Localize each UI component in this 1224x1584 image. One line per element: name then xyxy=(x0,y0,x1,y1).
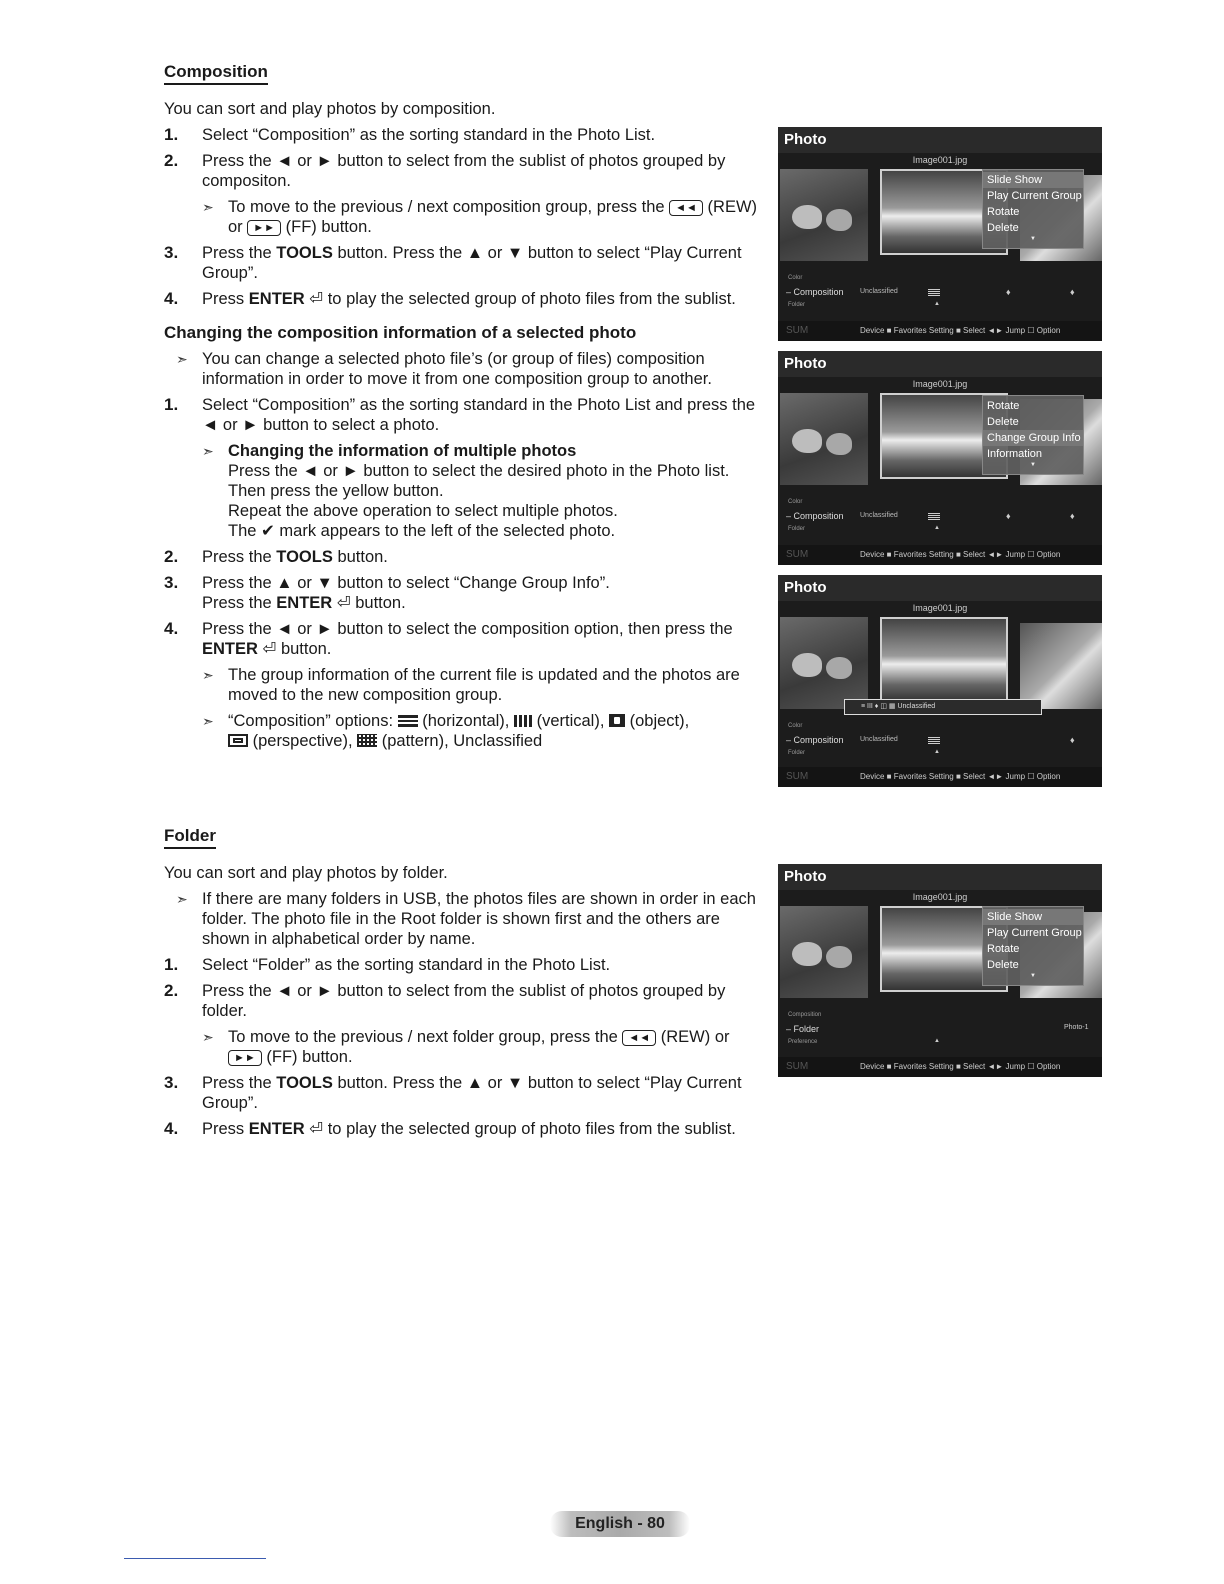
note-text: “Composition” options: xyxy=(228,712,394,730)
step-text: Press the ◄ or ► button to select from the sublist of photos grouped by folder. xyxy=(202,982,726,1020)
rew-button-icon: ◄◄ xyxy=(669,200,703,216)
folder-note xyxy=(176,889,764,949)
horizontal-icon xyxy=(398,715,418,727)
step-text: Press the ◄ or ► button to select from the sublist of photos grouped by compositon. xyxy=(202,152,726,190)
screen-title: Photo xyxy=(778,351,1102,377)
tools-keyword: TOOLS xyxy=(276,548,333,566)
step-number: 3. xyxy=(164,243,179,262)
note-arrow-icon: ➣ xyxy=(202,713,214,729)
sort-option-prev[interactable]: Color xyxy=(788,275,803,281)
vertical-icon xyxy=(514,715,532,727)
composition-section xyxy=(164,62,764,751)
group-label: Unclassified xyxy=(860,736,898,743)
screen-title: Photo xyxy=(778,127,1102,153)
step-number: 4. xyxy=(164,1119,179,1138)
photo-thumbnail[interactable] xyxy=(780,906,868,998)
sort-option-next[interactable]: Preference xyxy=(788,1039,818,1045)
note-text: To move to the previous / next composition group, press the xyxy=(228,198,665,216)
change-info-note xyxy=(176,349,764,389)
sort-option-next[interactable]: Folder xyxy=(788,750,806,756)
folder-section xyxy=(164,826,764,1139)
step-text: Press the xyxy=(202,548,272,566)
horizontal-icon xyxy=(928,289,940,296)
step-number: 1. xyxy=(164,395,179,414)
composition-step-2 xyxy=(164,151,764,191)
footer-hints: Device ■ Favorites Setting ■ Select ◄► Jump ☐ Option xyxy=(860,772,1061,781)
note-text: (REW) or xyxy=(660,1028,730,1046)
enter-keyword: ENTER xyxy=(248,290,305,308)
step-text: Press the ◄ or ► button to select the composition option, then press the xyxy=(202,620,733,638)
folder-note-rew-ff xyxy=(202,1027,764,1067)
step-text: button. xyxy=(280,640,332,658)
menu-item-information[interactable]: Information xyxy=(987,448,1043,460)
menu-item-change-group-info[interactable]: Change Group Info xyxy=(983,430,1083,446)
menu-item-play-current-group[interactable]: Play Current Group xyxy=(987,190,1082,202)
sort-panel xyxy=(778,1010,1102,1054)
object-icon: ♦ xyxy=(1006,287,1011,297)
menu-item-slide-show[interactable]: Slide Show xyxy=(983,909,1083,925)
sort-panel xyxy=(778,721,1102,765)
change-info-step-3 xyxy=(164,573,764,613)
change-info-step-2 xyxy=(164,547,764,567)
enter-keyword: ENTER xyxy=(202,640,258,658)
photo-thumbnail[interactable] xyxy=(780,393,868,485)
screen-footer xyxy=(778,321,1102,341)
note-text: The ✔ mark appears to the left of the selected photo. xyxy=(228,522,616,540)
object-icon: ♦ xyxy=(1006,511,1011,521)
page-number-badge: English - 80 xyxy=(550,1511,690,1537)
multi-heading: Changing the information of multiple photos xyxy=(228,442,577,460)
menu-item-rotate[interactable]: Rotate xyxy=(987,943,1020,955)
step-number: 1. xyxy=(164,955,179,974)
chevron-down-icon: ▼ xyxy=(1030,236,1036,242)
enter-icon: ⏎ xyxy=(309,290,324,308)
photo-thumbnail[interactable] xyxy=(780,169,868,261)
position-marker-icon: ▲ xyxy=(934,525,940,531)
composition-note-rew-ff xyxy=(202,197,764,237)
tools-menu xyxy=(982,169,1084,249)
pattern-icon xyxy=(357,734,377,747)
menu-item-rotate[interactable]: Rotate xyxy=(987,400,1020,412)
sum-logo: SUM xyxy=(786,1061,809,1072)
step-text: button. Press the ▲ or ▼ button to select “Play Current Group”. xyxy=(202,1074,742,1112)
sort-panel xyxy=(778,497,1102,541)
menu-item-slide-show[interactable]: Slide Show xyxy=(983,172,1083,188)
step-text: button. xyxy=(355,594,406,612)
photo-thumbnail[interactable] xyxy=(1020,623,1102,709)
step-text: button. Press the ▲ or ▼ button to select “Play Current Group”. xyxy=(202,244,742,282)
note-text: (FF) button. xyxy=(266,1048,353,1066)
horizontal-icon xyxy=(928,513,940,520)
step-number: 4. xyxy=(164,619,179,638)
step-text: Press the ▲ or ▼ button to select “Change Group Info”. xyxy=(202,574,610,592)
composition-step-1 xyxy=(164,125,764,145)
composition-option-bar[interactable]: ≡ III ♦ ◫ ▦ Unclassified xyxy=(844,699,1042,715)
chevron-down-icon: ▼ xyxy=(1030,973,1036,979)
tools-menu xyxy=(982,395,1084,475)
screen-title: Photo xyxy=(778,575,1102,601)
footnote-divider xyxy=(124,1558,266,1559)
rew-button-icon: ◄◄ xyxy=(622,1030,656,1046)
note-text: You can change a selected photo file’s (or group of files) composition information in order to move it from one composition group to another. xyxy=(202,350,712,388)
enter-keyword: ENTER xyxy=(248,1120,305,1138)
sort-panel xyxy=(778,273,1102,317)
footer-hints: Device ■ Favorites Setting ■ Select ◄► Jump ☐ Option xyxy=(860,550,1061,559)
screen-filename: Image001.jpg xyxy=(912,379,968,389)
folder-step-2 xyxy=(164,981,764,1021)
multiple-photos-note xyxy=(202,441,764,541)
footer-hints: Device ■ Favorites Setting ■ Select ◄► Jump ☐ Option xyxy=(860,1062,1061,1071)
note-arrow-icon: ➣ xyxy=(176,351,188,367)
sort-option-current[interactable]: – Folder xyxy=(786,1024,820,1034)
screen-filename: Image001.jpg xyxy=(912,892,968,902)
screen-footer xyxy=(778,1057,1102,1077)
note-arrow-icon: ➣ xyxy=(176,891,188,907)
step-text: Press xyxy=(202,290,245,308)
folder-intro: You can sort and play photos by folder. xyxy=(164,864,448,882)
sort-option-current[interactable]: – Composition xyxy=(786,511,844,521)
folder-step-3 xyxy=(164,1073,764,1113)
note-text: (pattern), Unclassified xyxy=(381,732,543,750)
note-arrow-icon: ➣ xyxy=(202,199,214,215)
enter-icon: ⏎ xyxy=(262,640,277,658)
photo-screen-group-select xyxy=(778,575,1102,787)
sort-option-prev[interactable]: Color xyxy=(788,723,803,729)
horizontal-icon xyxy=(928,737,940,744)
sort-option-current[interactable]: – Composition xyxy=(786,735,844,745)
note-arrow-icon: ➣ xyxy=(202,1029,214,1045)
object-icon: ♦ xyxy=(1070,511,1075,521)
folder-group-label: Photo-1 xyxy=(1064,1024,1089,1031)
note-text: (perspective), xyxy=(252,732,353,750)
screen-filename: Image001.jpg xyxy=(912,603,968,613)
note-text: Repeat the above operation to select multiple photos. xyxy=(228,502,618,520)
composition-options-note xyxy=(202,711,764,751)
sort-option-prev[interactable]: Color xyxy=(788,499,803,505)
perspective-icon xyxy=(228,734,248,747)
ff-button-icon: ►► xyxy=(247,220,281,236)
photo-thumbnail[interactable] xyxy=(780,617,868,709)
tools-menu xyxy=(982,906,1084,986)
screen-footer xyxy=(778,767,1102,787)
note-text: (horizontal), xyxy=(422,712,510,730)
step-number: 3. xyxy=(164,573,179,592)
menu-item-delete[interactable]: Delete xyxy=(987,959,1019,971)
sum-logo: SUM xyxy=(786,549,809,560)
step-number: 2. xyxy=(164,151,179,170)
thumbnail-strip xyxy=(778,615,1102,711)
object-icon: ♦ xyxy=(1070,735,1075,745)
step-text: Press the xyxy=(202,1074,272,1092)
sort-option-next[interactable]: Folder xyxy=(788,302,806,308)
group-label: Unclassified xyxy=(860,288,898,295)
step-number: 3. xyxy=(164,1073,179,1092)
note-text: (FF) button. xyxy=(285,218,372,236)
change-info-heading: Changing the composition information of a selected photo xyxy=(164,323,637,342)
folder-heading: Folder xyxy=(164,826,216,849)
folder-step-1 xyxy=(164,955,764,975)
folder-step-4 xyxy=(164,1119,764,1139)
step-number: 2. xyxy=(164,981,179,1000)
menu-item-delete[interactable]: Delete xyxy=(987,416,1019,428)
step-text: Select “Folder” as the sorting standard in the Photo List. xyxy=(202,956,611,974)
note-text: Press the ◄ or ► button to select the desired photo in the Photo list. xyxy=(228,462,730,480)
sort-option-current[interactable]: – Composition xyxy=(786,287,844,297)
sort-option-next[interactable]: Folder xyxy=(788,526,806,532)
step-text: button. xyxy=(337,548,388,566)
photo-screen-play-group xyxy=(778,127,1102,341)
step-text: to play the selected group of photo files from the sublist. xyxy=(327,1120,736,1138)
photo-thumbnail-selected[interactable] xyxy=(880,617,1008,703)
object-icon: ♦ xyxy=(1070,287,1075,297)
note-text: To move to the previous / next folder group, press the xyxy=(228,1028,618,1046)
enter-icon: ⏎ xyxy=(336,594,351,612)
footer-hints: Device ■ Favorites Setting ■ Select ◄► Jump ☐ Option xyxy=(860,326,1061,335)
change-info-step-1 xyxy=(164,395,764,435)
note-text: If there are many folders in USB, the photos files are shown in order in each folder. The photo file in the Root folder is shown first and the others are shown in alphabetical order by name. xyxy=(202,890,756,948)
step-text: Select “Composition” as the sorting standard in the Photo List and press the ◄ or ► button to select a photo. xyxy=(202,396,756,434)
group-label: Unclassified xyxy=(860,512,898,519)
step-number: 2. xyxy=(164,547,179,566)
change-info-step-4 xyxy=(164,619,764,659)
position-marker-icon: ▲ xyxy=(934,1038,940,1044)
composition-step-3 xyxy=(164,243,764,283)
screen-filename: Image001.jpg xyxy=(912,155,968,165)
step-number: 4. xyxy=(164,289,179,308)
menu-item-delete[interactable]: Delete xyxy=(987,222,1019,234)
photo-screen-change-group xyxy=(778,351,1102,565)
enter-icon: ⏎ xyxy=(309,1120,324,1138)
note-arrow-icon: ➣ xyxy=(202,667,214,683)
menu-item-play-current-group[interactable]: Play Current Group xyxy=(987,927,1082,939)
step-text: Press xyxy=(202,1120,245,1138)
photo-screen-folder xyxy=(778,864,1102,1077)
note-text: (REW) or xyxy=(228,198,758,236)
sum-logo: SUM xyxy=(786,771,809,782)
enter-keyword: ENTER xyxy=(276,594,333,612)
menu-item-rotate[interactable]: Rotate xyxy=(987,206,1020,218)
tools-keyword: TOOLS xyxy=(276,1074,333,1092)
ff-button-icon: ►► xyxy=(228,1050,262,1066)
composition-heading: Composition xyxy=(164,62,268,85)
step-text: to play the selected group of photo files from the sublist. xyxy=(327,290,736,308)
step-text: Press the xyxy=(202,244,272,262)
step-text: Select “Composition” as the sorting standard in the Photo List. xyxy=(202,126,656,144)
note-text: (object), xyxy=(629,712,690,730)
composition-intro: You can sort and play photos by composition. xyxy=(164,100,496,118)
step-number: 1. xyxy=(164,125,179,144)
tools-keyword: TOOLS xyxy=(276,244,333,262)
object-icon xyxy=(609,714,625,727)
sort-option-prev[interactable]: Composition xyxy=(788,1012,822,1018)
note-text: (vertical), xyxy=(536,712,605,730)
chevron-down-icon: ▼ xyxy=(1030,462,1036,468)
screen-title: Photo xyxy=(778,864,1102,890)
position-marker-icon: ▲ xyxy=(934,749,940,755)
composition-step-4 xyxy=(164,289,764,309)
note-arrow-icon: ➣ xyxy=(202,443,214,459)
sum-logo: SUM xyxy=(786,325,809,336)
screen-footer xyxy=(778,545,1102,565)
group-updated-note xyxy=(202,665,764,705)
note-text: The group information of the current file is updated and the photos are moved to the new composition group. xyxy=(228,666,740,704)
position-marker-icon: ▲ xyxy=(934,301,940,307)
step-text: Press the xyxy=(202,594,272,612)
note-text: Then press the yellow button. xyxy=(228,482,444,500)
